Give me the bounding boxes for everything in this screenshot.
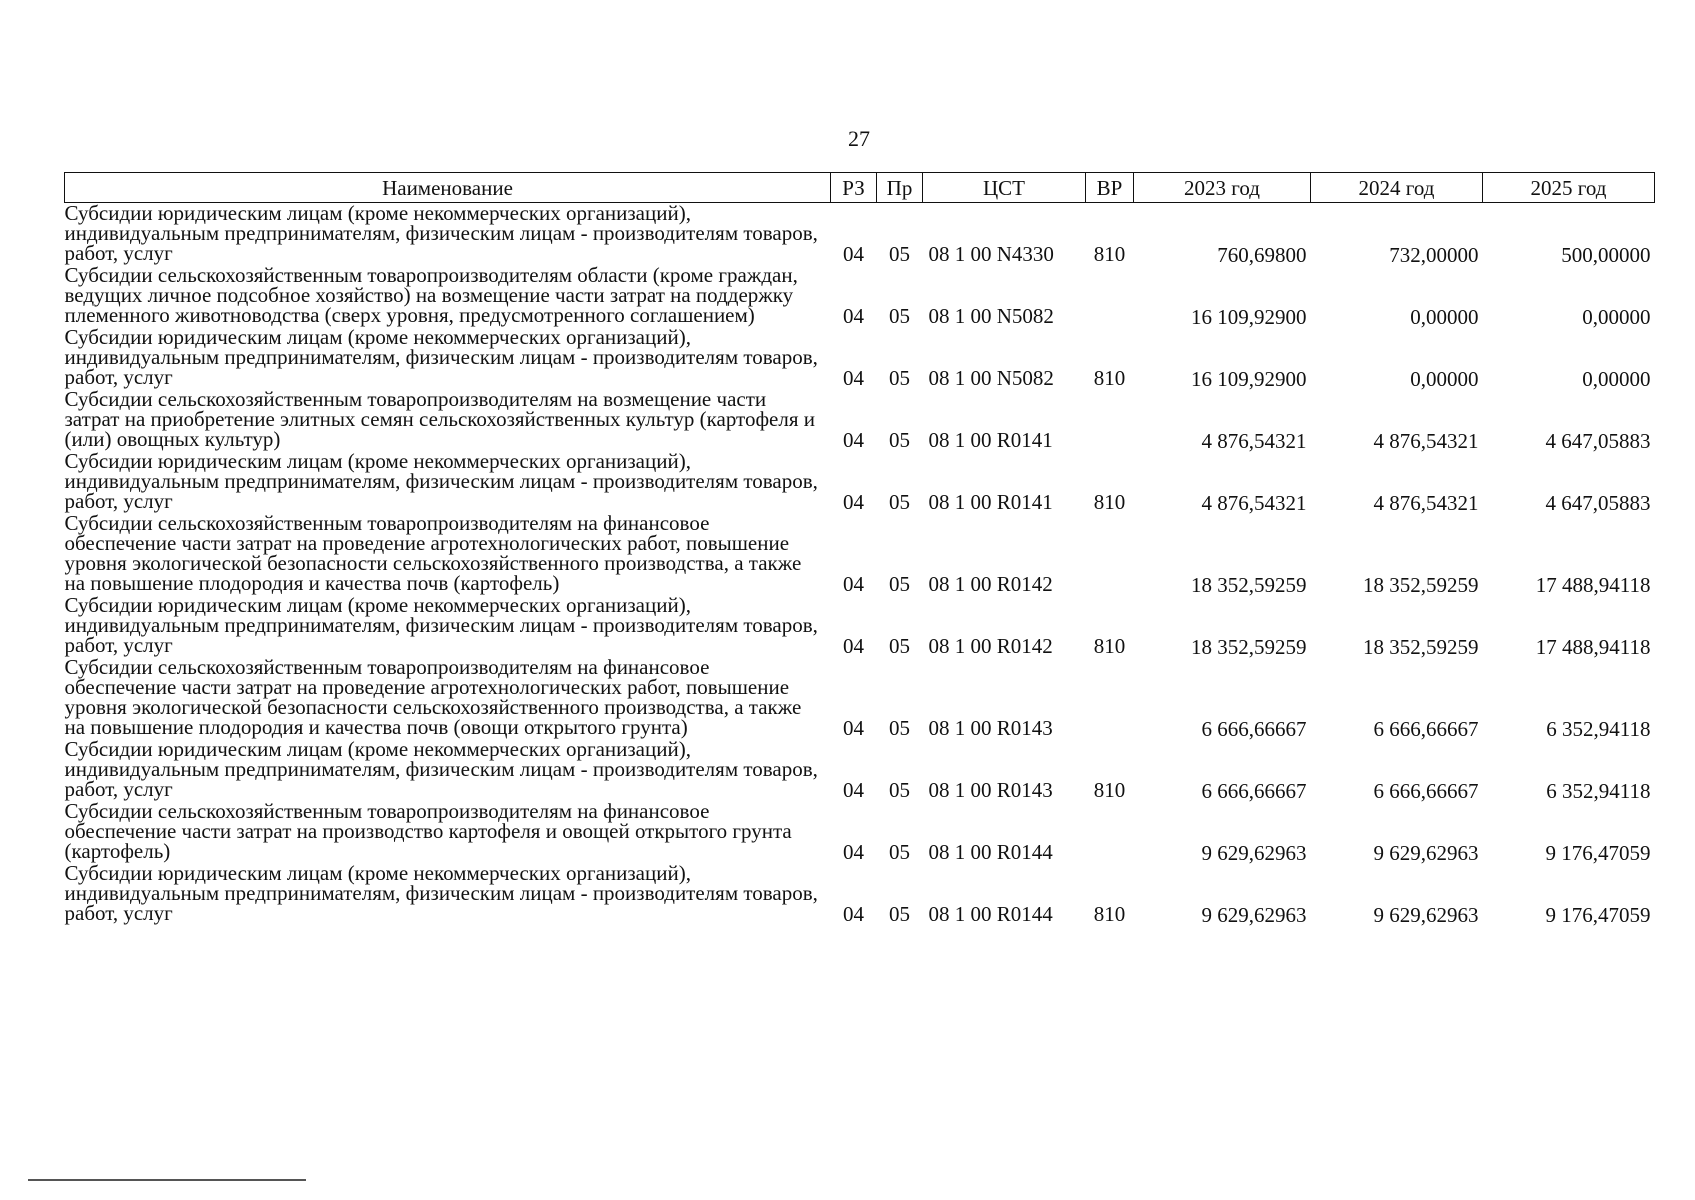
cell-vr: [1086, 389, 1134, 451]
cell-2024: 18 352,59259: [1363, 573, 1479, 597]
header-cst: ЦСТ: [923, 173, 1086, 203]
table-row: [65, 451, 1655, 513]
table-row: [65, 513, 1655, 595]
cell-rz: 04: [843, 304, 864, 328]
page-number: 27: [848, 126, 870, 151]
cell-name: Субсидии юридическим лицам (кроме некоммерческих организаций), индивидуальным предпринимателям, физическим лицам - производителям товаров, работ, услуг: [64, 861, 818, 925]
table-row: [65, 265, 1655, 327]
cell-cst: 08 1 00 R0141: [928, 490, 1053, 514]
cell-2023: 9 629,62963: [1201, 841, 1307, 865]
cell-name: Субсидии сельскохозяйственным товаропроизводителям на финансовое обеспечение части затрат на проведение агротехнологических работ, повышение уровня экологической безопасности сельскохозяйственного производства, а также на повышение плодородия и качества почв (овощи открытого грунта): [64, 655, 802, 739]
header-name: Наименование: [65, 173, 831, 203]
cell-rz: 04: [843, 634, 864, 658]
cell-pr: 05: [889, 778, 910, 802]
budget-table: [64, 172, 1655, 925]
cell-2023: 6 666,66667: [1201, 779, 1307, 803]
header-2024: 2024 год: [1311, 173, 1483, 203]
cell-2025: 0,00000: [1582, 367, 1651, 391]
cell-pr: 05: [889, 572, 910, 596]
cell-rz: 04: [843, 428, 864, 452]
cell-vr: 810: [1093, 778, 1126, 802]
cell-cst: 08 1 00 N4330: [928, 242, 1054, 266]
header-vr: ВР: [1086, 173, 1134, 203]
cell-name: Субсидии юридическим лицам (кроме некоммерческих организаций), индивидуальным предпринимателям, физическим лицам - производителям товаров, работ, услуг: [64, 201, 818, 265]
cell-pr: 05: [889, 304, 910, 328]
cell-cst: 08 1 00 R0144: [928, 840, 1053, 864]
table-row: [65, 595, 1655, 657]
header-rz: РЗ: [831, 173, 877, 203]
footer-rule: [28, 1179, 306, 1181]
cell-2024: 732,00000: [1389, 243, 1479, 267]
cell-rz: 04: [843, 716, 864, 740]
cell-rz: 04: [843, 366, 864, 390]
cell-name: Субсидии юридическим лицам (кроме некоммерческих организаций), индивидуальным предпринимателям, физическим лицам - производителям товаров, работ, услуг: [64, 325, 818, 389]
cell-2025: 9 176,47059: [1545, 903, 1651, 927]
cell-rz: 04: [843, 242, 864, 266]
cell-vr: [1086, 513, 1134, 595]
cell-rz: 04: [843, 572, 864, 596]
cell-pr: 05: [889, 840, 910, 864]
table-row: [65, 801, 1655, 863]
cell-cst: 08 1 00 R0142: [928, 572, 1053, 596]
cell-cst: 08 1 00 R0143: [928, 716, 1053, 740]
cell-pr: 05: [889, 366, 910, 390]
cell-2025: 9 176,47059: [1545, 841, 1651, 865]
cell-2023: 9 629,62963: [1201, 903, 1307, 927]
cell-2023: 18 352,59259: [1191, 635, 1307, 659]
cell-2023: 4 876,54321: [1201, 429, 1307, 453]
cell-cst: 08 1 00 N5082: [928, 304, 1054, 328]
header-pr: Пр: [877, 173, 923, 203]
table-row: [65, 327, 1655, 389]
cell-pr: 05: [889, 902, 910, 926]
cell-2025: 4 647,05883: [1545, 429, 1651, 453]
cell-name: Субсидии юридическим лицам (кроме некоммерческих организаций), индивидуальным предпринимателям, физическим лицам - производителям товаров, работ, услуг: [64, 449, 818, 513]
table-row: [65, 739, 1655, 801]
cell-2024: 6 666,66667: [1373, 717, 1479, 741]
cell-2025: 6 352,94118: [1546, 717, 1651, 741]
cell-2024: 9 629,62963: [1373, 903, 1479, 927]
cell-2025: 0,00000: [1582, 305, 1651, 329]
cell-name: Субсидии юридическим лицам (кроме некоммерческих организаций), индивидуальным предпринимателям, физическим лицам - производителям товаров, работ, услуг: [64, 737, 818, 801]
cell-cst: 08 1 00 R0141: [928, 428, 1053, 452]
cell-rz: 04: [843, 778, 864, 802]
cell-cst: 08 1 00 R0144: [928, 902, 1053, 926]
cell-2024: 0,00000: [1410, 367, 1479, 391]
cell-vr: 810: [1093, 366, 1126, 390]
cell-2023: 760,69800: [1217, 243, 1307, 267]
table-row: [65, 863, 1655, 925]
cell-vr: [1086, 265, 1134, 327]
cell-2023: 4 876,54321: [1201, 491, 1307, 515]
cell-name: Субсидии юридическим лицам (кроме некоммерческих организаций), индивидуальным предпринимателям, физическим лицам - производителям товаров, работ, услуг: [64, 593, 818, 657]
cell-2024: 18 352,59259: [1363, 635, 1479, 659]
cell-2025: 17 488,94118: [1535, 573, 1651, 597]
cell-2025: 6 352,94118: [1546, 779, 1651, 803]
cell-2025: 4 647,05883: [1545, 491, 1651, 515]
cell-rz: 04: [843, 840, 864, 864]
cell-pr: 05: [889, 716, 910, 740]
cell-2023: 18 352,59259: [1191, 573, 1307, 597]
cell-2023: 6 666,66667: [1201, 717, 1307, 741]
cell-2024: 9 629,62963: [1373, 841, 1479, 865]
table-row: [65, 657, 1655, 739]
cell-vr: 810: [1093, 902, 1126, 926]
cell-name: Субсидии сельскохозяйственным товаропроизводителям области (кроме граждан, ведущих личное подсобное хозяйство) на возмещение части затрат на поддержку племенного животноводства (сверх уровня, предусмотренного соглашением): [64, 263, 798, 327]
cell-pr: 05: [889, 490, 910, 514]
cell-vr: [1086, 657, 1134, 739]
cell-cst: 08 1 00 R0142: [928, 634, 1053, 658]
cell-name: Субсидии сельскохозяйственным товаропроизводителям на возмещение части затрат на приобретение элитных семян сельскохозяйственных культур (картофеля и (или) овощных культур): [64, 387, 816, 451]
cell-name: Субсидии сельскохозяйственным товаропроизводителям на финансовое обеспечение части затрат на производство картофеля и овощей открытого грунта (картофель): [64, 799, 792, 863]
cell-2024: 4 876,54321: [1373, 491, 1479, 515]
cell-vr: [1086, 801, 1134, 863]
header-2023: 2023 год: [1134, 173, 1311, 203]
cell-2024: 4 876,54321: [1373, 429, 1479, 453]
table-header-row: [65, 173, 1655, 203]
cell-vr: 810: [1093, 634, 1126, 658]
cell-pr: 05: [889, 634, 910, 658]
cell-rz: 04: [843, 490, 864, 514]
cell-pr: 05: [889, 428, 910, 452]
cell-cst: 08 1 00 R0143: [928, 778, 1053, 802]
table-row: [65, 203, 1655, 266]
cell-2023: 16 109,92900: [1191, 367, 1307, 391]
header-2025: 2025 год: [1483, 173, 1655, 203]
cell-2025: 500,00000: [1561, 243, 1651, 267]
cell-name: Субсидии сельскохозяйственным товаропроизводителям на финансовое обеспечение части затрат на проведение агротехнологических работ, повышение уровня экологической безопасности сельскохозяйственного производства, а также на повышение плодородия и качества почв (картофель): [64, 511, 802, 595]
cell-pr: 05: [889, 242, 910, 266]
cell-2023: 16 109,92900: [1191, 305, 1307, 329]
cell-2024: 0,00000: [1410, 305, 1479, 329]
table-row: [65, 389, 1655, 451]
cell-vr: 810: [1093, 490, 1126, 514]
cell-vr: 810: [1093, 242, 1126, 266]
cell-rz: 04: [843, 902, 864, 926]
table-body: [65, 203, 1655, 926]
cell-cst: 08 1 00 N5082: [928, 366, 1054, 390]
cell-2024: 6 666,66667: [1373, 779, 1479, 803]
cell-2025: 17 488,94118: [1535, 635, 1651, 659]
